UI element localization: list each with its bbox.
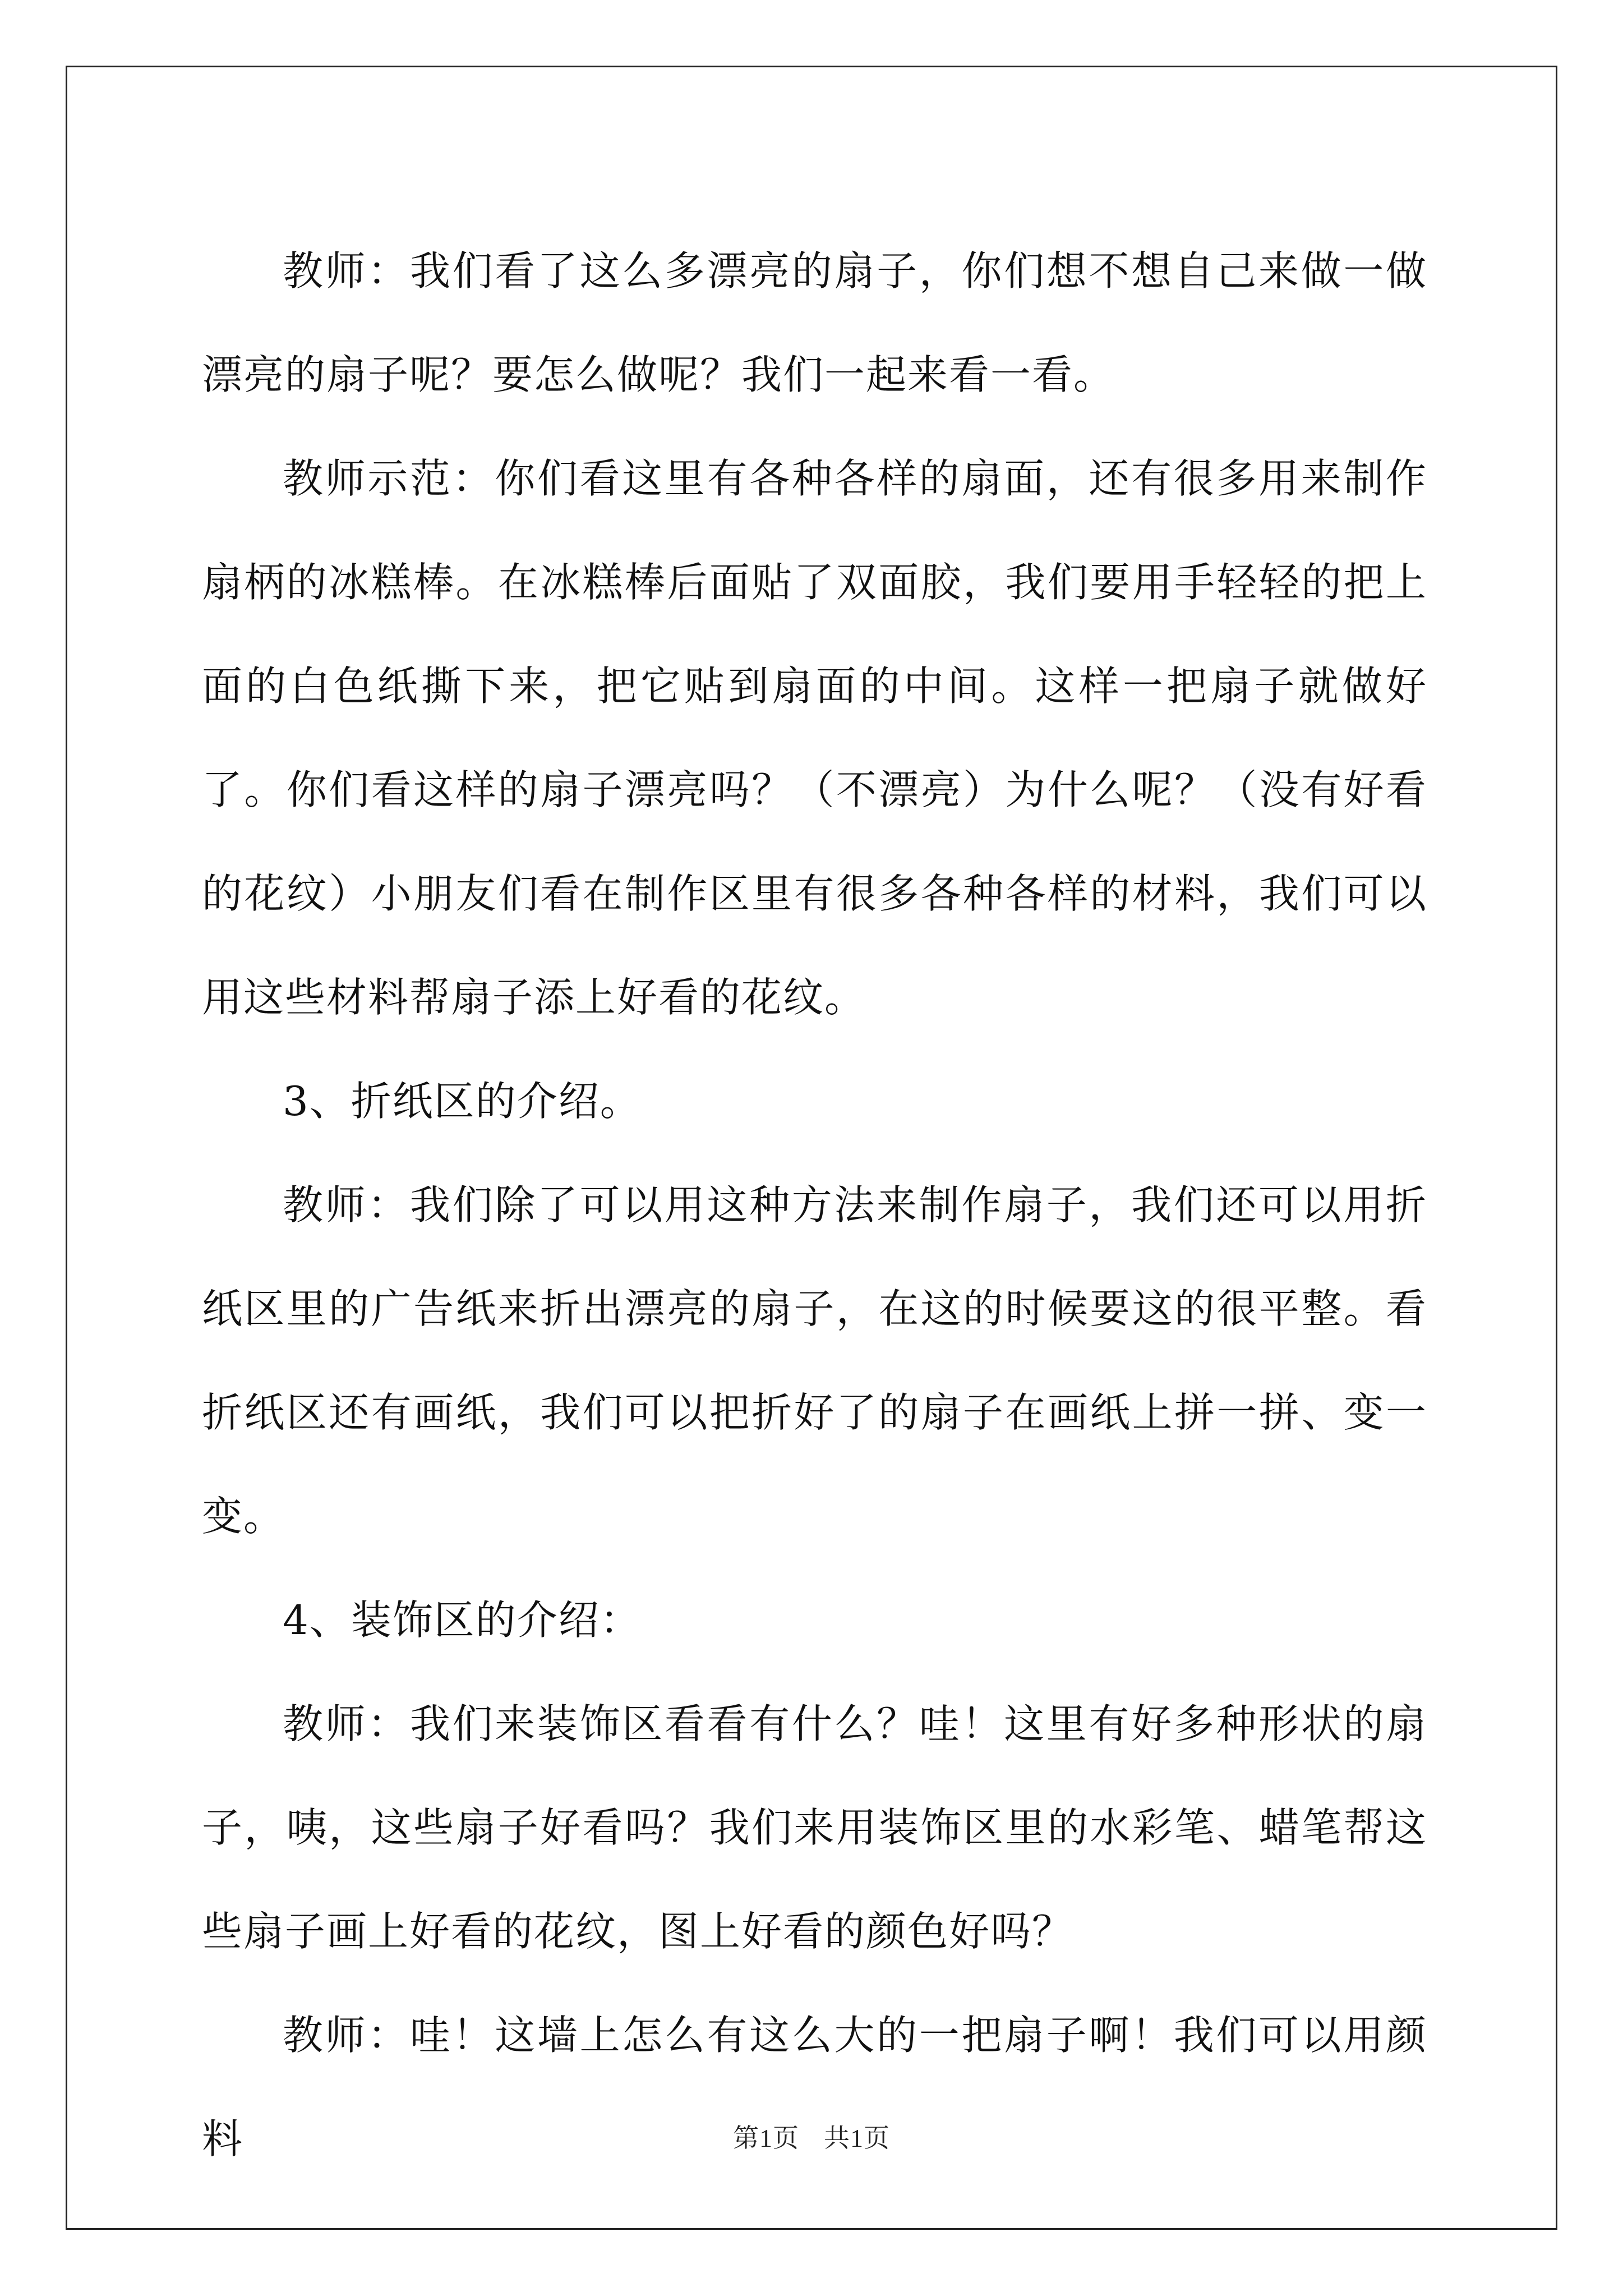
section-heading: 3、折纸区的介绍。 xyxy=(283,1078,642,1125)
paragraph: 教师：我们看了这么多漂亮的扇子，你们想不想自己来做一做漂亮的扇子呢？要怎么做呢？我们一起来看一看。 xyxy=(202,247,1427,398)
page-footer xyxy=(0,2118,1623,2155)
page-number: 第1页 xyxy=(733,2124,799,2152)
document-body xyxy=(202,222,1427,2191)
paragraph: 教师示范：你们看这里有各种各样的扇面，还有很多用来制作扇柄的冰糕棒。在冰糕棒后面贴了双面胶，我们要用手轻轻的把上面的白色纸撕下来，把它贴到扇面的中间。这样一把扇子就做好了。你们看这样的扇子漂亮吗？（不漂亮）为什么呢？（没有好看的花纹）小朋友们看在制作区里有很多各种各样的材料，我们可以用这些材料帮扇子添上好看的花纹。 xyxy=(202,455,1427,1021)
paragraph: 教师：我们来装饰区看看有什么？哇！这里有好多种形状的扇子，咦，这些扇子好看吗？我们来用装饰区里的水彩笔、蜡笔帮这些扇子画上好看的花纹，图上好看的颜色好吗？ xyxy=(202,1700,1427,1955)
section-heading: 4、装饰区的介绍： xyxy=(283,1596,642,1644)
paragraph: 教师：哇！这墙上怎么有这么大的一把扇子啊！我们可以用颜料 xyxy=(202,2012,1427,2162)
paragraph: 教师：我们除了可以用这种方法来制作扇子，我们还可以用折纸区里的广告纸来折出漂亮的扇子，在这的时候要这的很平整。看折纸区还有画纸，我们可以把折好了的扇子在画纸上拼一拼、变一变。 xyxy=(202,1181,1427,1540)
page-total: 共1页 xyxy=(824,2124,890,2152)
